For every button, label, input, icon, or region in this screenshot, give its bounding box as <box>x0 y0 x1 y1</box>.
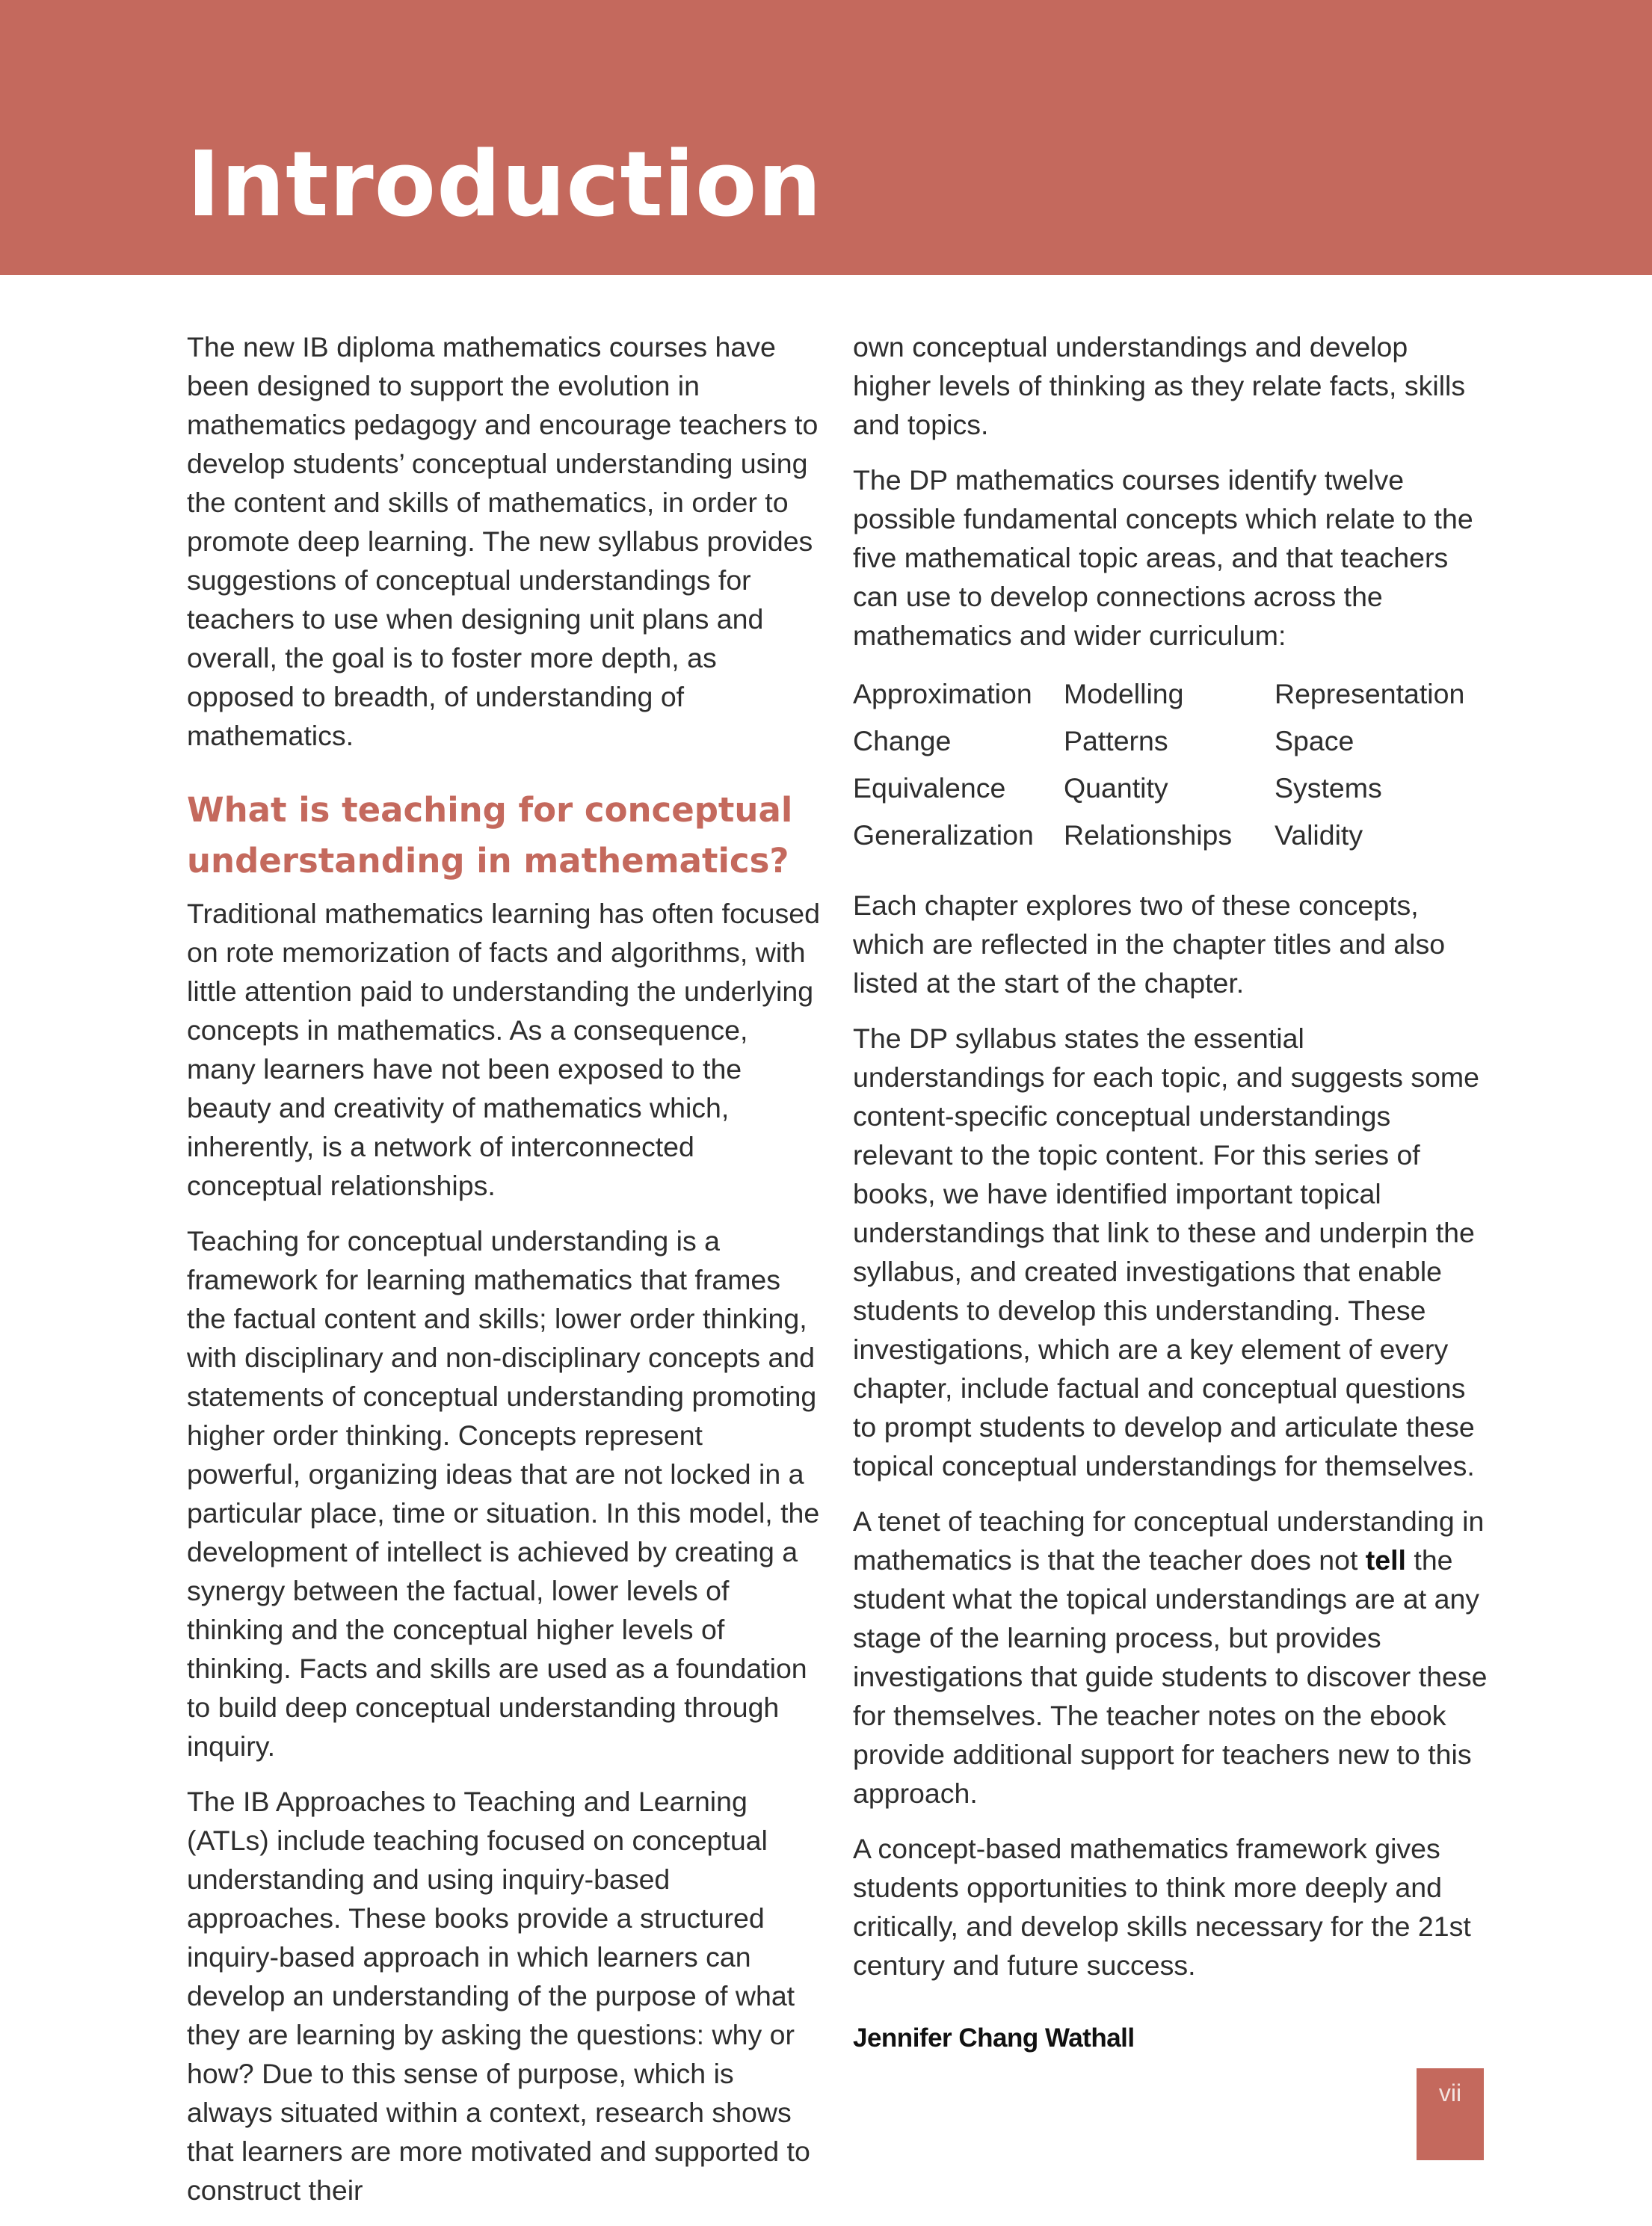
concept-item: Patterns <box>1064 725 1168 756</box>
left-column <box>187 327 822 2226</box>
paragraph-traditional-learning: Traditional mathematics learning has often focused on rote memorization of facts and algorithms, with little attention paid to understanding the underlying concepts in mathematics. As a consequence, many learners have not been exposed to the beauty and creativity of mathematics which, inherently, is a network of interconnected conceptual relationships. <box>187 898 820 1201</box>
concept-item: Approximation <box>853 678 1032 709</box>
paragraph-continuation: own conceptual understandings and develop higher levels of thinking as they relate facts, skills and topics. <box>853 331 1466 440</box>
paragraph-closing: A concept-based mathematics framework gives students opportunities to think more deeply and critically, and develop skills necessary for the 21st century and future success. <box>853 1833 1471 1981</box>
page-number: vii <box>1417 2068 1484 2160</box>
intro-paragraph: The new IB diploma mathematics courses have been designed to support the evolution in mathematics pedagogy and encourage teachers to develop students’ conceptual understanding using the content and skills of mathematics, in order to promote deep learning. The new syllabus provides suggestions of conceptual understandings for teachers to use when designing unit plans and overall, the goal is to foster more depth, as opposed to breadth, of understanding of mathematics. <box>187 331 819 751</box>
concept-item: Generalization <box>853 819 1034 851</box>
concept-item: Equivalence <box>853 772 1006 804</box>
header-band <box>0 0 1652 275</box>
paragraph-conceptual-framework: Teaching for conceptual understanding is a framework for learning mathematics that frames the factual content and skills; lower order thinking, with disciplinary and non-disciplinary concepts and statements of conceptual understanding promoting higher order thinking. Concepts represent powerful, organizing ideas that are not locked in a particular place, time or situation. In this model, the development of intellect is achieved by creating a synergy between the factual, lower levels of thinking and the conceptual higher levels of thinking. Facts and skills are used as a foundation to build deep conceptual understanding through inquiry. <box>187 1225 820 1762</box>
tenet-emphasis: tell <box>1365 1544 1406 1576</box>
concept-item: Representation <box>1275 678 1465 709</box>
page-title: Introduction <box>187 133 822 237</box>
concept-item: Space <box>1275 725 1354 756</box>
concept-item: Change <box>853 725 952 756</box>
right-column <box>853 327 1493 2058</box>
author-name: Jennifer Chang Wathall <box>853 2023 1135 2053</box>
concept-item: Modelling <box>1064 678 1184 709</box>
paragraph-ib-atls: The IB Approaches to Teaching and Learning (ATLs) include teaching focused on conceptual understanding and using inquiry-based approaches. These books provide a structured inquiry-based approach in which learners can develop an understanding of the purpose of what they are learning by asking the questions: why or how? Due to this sense of purpose, which is always situated within a context, research shows that learners are more motivated and supported to construct their <box>187 1786 810 2206</box>
paragraph-concepts-intro: The DP mathematics courses identify twelve possible fundamental concepts which relate to the five mathematical topic areas, and that teachers can use to develop connections across the mathematics and wider curriculum: <box>853 464 1473 651</box>
paragraph-dp-syllabus: The DP syllabus states the essential understandings for each topic, and suggests some content-specific conceptual understandings relevant to the topic content. For this series of books, we have identified important topical understandings that link to these and underpin the syllabus, and created investigations that enable students to develop this understanding. These investigations, which are a key element of every chapter, include factual and conceptual questions to prompt students to develop and articulate these topical conceptual understandings for themselves. <box>853 1023 1480 1482</box>
section-heading: What is teaching for conceptual understanding in mathematics? <box>187 790 793 881</box>
tenet-text-before: A tenet of teaching for conceptual understanding in mathematics is that the teacher does not <box>853 1505 1485 1576</box>
tenet-text-after: the student what the topical understandings are at any stage of the learning process, but provides investigations that guide students to discover these for themselves. The teacher notes on the ebook provide additional support for teachers new to this approach. <box>853 1544 1488 1809</box>
concept-item: Quantity <box>1064 772 1168 804</box>
concept-item: Relationships <box>1064 819 1233 851</box>
paragraph-tenet <box>853 1502 1493 1813</box>
concept-item: Validity <box>1275 819 1363 851</box>
concept-item: Systems <box>1275 772 1382 804</box>
concepts-list <box>853 674 1493 854</box>
paragraph-chapter-concepts: Each chapter explores two of these concepts, which are reflected in the chapter titles and also listed at the start of the chapter. <box>853 890 1446 999</box>
